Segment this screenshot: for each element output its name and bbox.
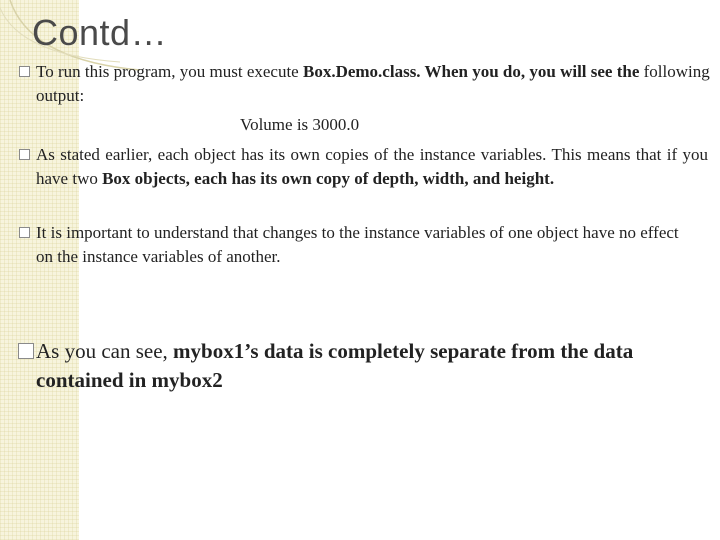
bullet-1-plain-2: following output: (36, 62, 710, 105)
bullet-4-text (36, 337, 676, 395)
bullet-3-plain: It is important to understand that changes to the instance variables of one object have no effect on the instance variables of another. (36, 223, 679, 266)
bullet-icon (18, 343, 34, 359)
bullet-icon (19, 149, 30, 160)
bullet-4-plain: As you can see, (36, 339, 174, 363)
bullet-1-text (36, 60, 716, 108)
bullet-1-bold: Box.Demo.class. When you do, you will see the (302, 62, 640, 81)
slide-title: Contd… (32, 12, 168, 53)
bullet-1-plain: To run this program, you must execute (36, 62, 303, 81)
output-line: Volume is 3000.0 (240, 115, 360, 134)
bullet-icon (19, 66, 30, 77)
bullet-2-plain: As stated earlier, each object has its own copies of the instance variables. This means that if you have two (36, 145, 708, 188)
bullet-2-text (36, 143, 708, 191)
bullet-icon (19, 227, 30, 238)
bullet-4-bold: mybox1’s data is completely separate from the data contained in mybox2 (36, 339, 634, 392)
bullet-3-text (36, 221, 686, 269)
bullet-2-bold: Box objects, each has its own copy of depth, width, and height. (102, 169, 555, 188)
